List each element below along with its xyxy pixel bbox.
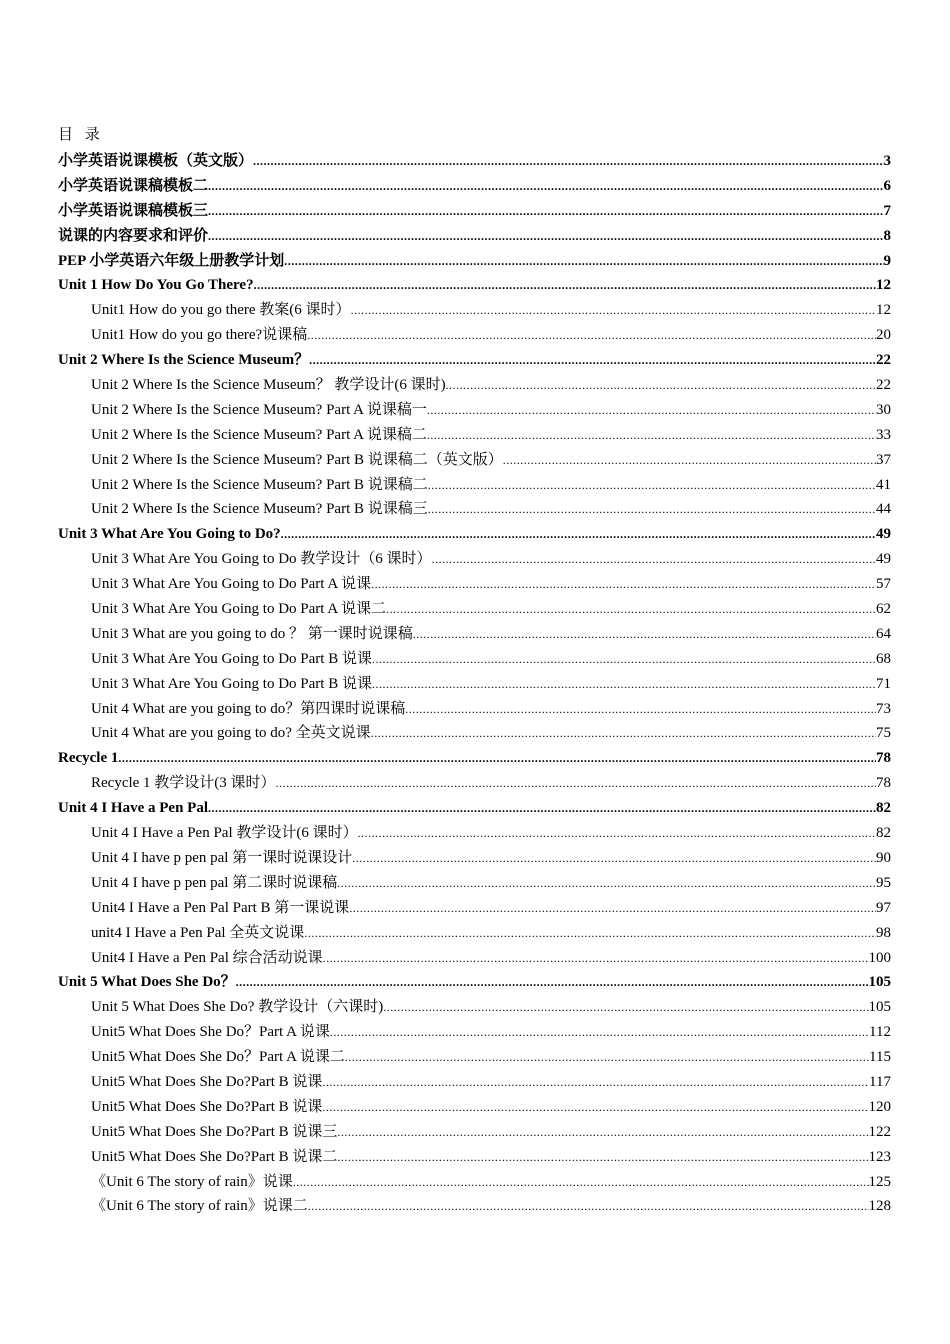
toc-dot-leader xyxy=(330,1020,869,1045)
toc-page-number: 97 xyxy=(876,899,891,916)
toc-dot-leader xyxy=(427,423,876,448)
toc-entry-title: Unit1 How do you go there?说课稿 xyxy=(91,327,308,344)
toc-subsection-entry[interactable] xyxy=(58,1070,891,1095)
toc-dot-leader xyxy=(371,572,876,597)
toc-dot-leader xyxy=(428,497,876,522)
toc-dot-leader xyxy=(208,224,883,249)
toc-entry-title: Unit 3 What Are You Going to Do Part A 说课 xyxy=(91,576,372,593)
toc-section-entry[interactable] xyxy=(58,348,891,373)
toc-page-number: 41 xyxy=(876,476,891,493)
toc-page-number: 117 xyxy=(869,1073,891,1090)
toc-dot-leader xyxy=(253,149,883,174)
toc-entry-title: 小学英语说课稿模板二 xyxy=(58,177,209,194)
toc-dot-leader xyxy=(372,672,876,697)
toc-subsection-entry[interactable] xyxy=(58,921,891,946)
toc-page-number: 100 xyxy=(868,949,891,966)
toc-dot-leader xyxy=(322,1095,868,1120)
toc-dot-leader xyxy=(281,522,876,547)
toc-page-number: 78 xyxy=(876,775,891,792)
toc-section-entry[interactable] xyxy=(58,149,891,174)
toc-dot-leader xyxy=(236,970,869,995)
toc-page-number: 78 xyxy=(876,750,891,767)
toc-dot-leader xyxy=(351,298,876,323)
toc-entry-title: Unit 4 I have p pen pal 第一课时说课设计 xyxy=(91,849,353,866)
toc-page-number: 12 xyxy=(876,277,891,294)
toc-page-number: 57 xyxy=(876,576,891,593)
toc-entry-title: 小学英语说课稿模板三 xyxy=(58,202,209,219)
toc-entry-title: Unit 3 What Are You Going to Do 教学设计（6 课时） xyxy=(91,551,432,568)
toc-page-number: 95 xyxy=(876,874,891,891)
toc-dot-leader xyxy=(304,921,876,946)
toc-entry-title: Unit 2 Where Is the Science Museum？ xyxy=(58,352,310,369)
toc-entry-title: Unit 2 Where Is the Science Museum? Part B 说课稿二 xyxy=(91,476,428,493)
toc-page-number: 112 xyxy=(869,1024,891,1041)
toc-page-number: 3 xyxy=(883,153,891,169)
toc-entry-title: Unit5 What Does She Do?Part B 说课 xyxy=(91,1098,323,1115)
toc-entry-title: Unit 4 What are you going to do? 全英文说课 xyxy=(91,725,371,742)
toc-subsection-entry[interactable] xyxy=(58,672,891,697)
toc-subsection-entry[interactable] xyxy=(58,398,891,423)
toc-dot-leader xyxy=(208,174,883,199)
toc-page-number: 37 xyxy=(876,451,891,468)
toc-page-number: 68 xyxy=(876,650,891,667)
toc-dot-leader xyxy=(337,871,876,896)
toc-dot-leader xyxy=(276,771,876,796)
toc-subsection-entry[interactable] xyxy=(58,423,891,448)
toc-subsection-entry[interactable] xyxy=(58,995,891,1020)
toc-subsection-entry[interactable] xyxy=(58,1045,891,1070)
toc-dot-leader xyxy=(386,597,876,622)
toc-page-number: 105 xyxy=(868,999,891,1016)
toc-page-number: 22 xyxy=(876,352,891,369)
toc-subsection-entry[interactable] xyxy=(58,572,891,597)
toc-entry-title: Unit5 What Does She Do?Part B 说课二 xyxy=(91,1148,338,1165)
toc-page-number: 73 xyxy=(876,700,891,717)
toc-subsection-entry[interactable] xyxy=(58,622,891,647)
toc-entry-title: Unit 5 What Does She Do? 教学设计（六课时) xyxy=(91,999,384,1016)
toc-page-number: 22 xyxy=(876,377,891,394)
toc-subsection-entry[interactable] xyxy=(58,1120,891,1145)
toc-dot-leader xyxy=(352,846,876,871)
toc-page-number: 115 xyxy=(869,1049,891,1066)
toc-entry-title: Unit1 How do you go there 教案(6 课时） xyxy=(91,302,351,319)
toc-page-number: 49 xyxy=(876,526,891,543)
toc-dot-leader xyxy=(345,1045,869,1070)
toc-page-number: 30 xyxy=(876,401,891,418)
toc-entry-title: 说课的内容要求和评价 xyxy=(58,227,209,244)
toc-section-entry[interactable] xyxy=(58,522,891,547)
toc-dot-leader xyxy=(322,1070,869,1095)
toc-entry-title: Recycle 1 xyxy=(58,750,119,767)
toc-page-number: 122 xyxy=(868,1123,891,1140)
toc-entry-title: unit4 I Have a Pen Pal 全英文说课 xyxy=(91,924,305,941)
toc-dot-leader xyxy=(413,622,876,647)
toc-dot-leader xyxy=(372,647,876,672)
toc-subsection-entry[interactable] xyxy=(58,597,891,622)
toc-dot-leader xyxy=(284,249,883,274)
toc-subsection-entry[interactable] xyxy=(58,1145,891,1170)
toc-page-number: 7 xyxy=(883,202,891,219)
toc-page-number: 12 xyxy=(876,302,891,319)
toc-page-number: 75 xyxy=(876,725,891,742)
toc-entry-title: Unit 3 What Are You Going to Do Part B 说课 xyxy=(91,675,372,692)
toc-entry-title: Unit 2 Where Is the Science Museum? Part B 说课稿三 xyxy=(91,501,428,518)
toc-entry-title: Unit5 What Does She Do?Part B 说课 xyxy=(91,1073,323,1090)
toc-subsection-entry[interactable] xyxy=(58,896,891,921)
toc-dot-leader xyxy=(307,323,876,348)
toc-page-number: 105 xyxy=(868,974,891,991)
toc-entry-title: PEP 小学英语六年级上册教学计划 xyxy=(58,252,285,269)
toc-page-number: 82 xyxy=(876,800,891,817)
toc-subsection-entry[interactable] xyxy=(58,697,891,722)
toc-dot-leader xyxy=(254,273,876,298)
toc-entry-title: Unit5 What Does She Do？Part A 说课 xyxy=(91,1024,330,1041)
toc-subsection-entry[interactable] xyxy=(58,1095,891,1120)
toc-subsection-entry[interactable] xyxy=(58,946,891,971)
toc-dot-leader xyxy=(427,398,876,423)
toc-entry-title: Unit4 I Have a Pen Pal 综合活动说课 xyxy=(91,949,323,966)
toc-entry-title: Unit 3 What Are You Going to Do Part A 说课二 xyxy=(91,601,387,618)
toc-subsection-entry[interactable] xyxy=(58,547,891,572)
toc-dot-leader xyxy=(118,746,876,771)
toc-entry-title: Unit 2 Where Is the Science Museum? Part A 说课稿二 xyxy=(91,426,427,443)
toc-subsection-entry[interactable] xyxy=(58,721,891,746)
toc-dot-leader xyxy=(337,1120,868,1145)
toc-subsection-entry[interactable] xyxy=(58,821,891,846)
toc-entry-title: 《Unit 6 The story of rain》说课 xyxy=(91,1173,293,1190)
toc-entry-title: 小学英语说课模板（英文版） xyxy=(58,153,254,169)
toc-entry-title: Recycle 1 教学设计(3 课时） xyxy=(91,775,276,792)
toc-dot-leader xyxy=(349,896,876,921)
toc-dot-leader xyxy=(503,448,876,473)
toc-entry-title: Unit 4 What are you going to do？第四课时说课稿 xyxy=(91,700,406,717)
toc-dot-leader xyxy=(323,946,869,971)
toc-dot-leader xyxy=(337,1145,868,1170)
toc-entry-title: Unit 4 I Have a Pen Pal xyxy=(58,800,208,817)
toc-page-number: 82 xyxy=(876,825,891,842)
toc-subsection-entry[interactable] xyxy=(58,871,891,896)
toc-entry-title: Unit 5 What Does She Do？ xyxy=(58,974,236,991)
toc-section-entry[interactable] xyxy=(58,249,891,274)
toc-subsection-entry[interactable] xyxy=(58,647,891,672)
toc-entry-title: Unit5 What Does She Do?Part B 说课三 xyxy=(91,1123,338,1140)
toc-page-number: 20 xyxy=(876,327,891,344)
toc-page-number: 64 xyxy=(876,625,891,642)
toc-subsection-entry[interactable] xyxy=(58,448,891,473)
toc-dot-leader xyxy=(371,721,876,746)
toc-page-number: 98 xyxy=(876,924,891,941)
toc-subsection-entry[interactable] xyxy=(58,373,891,398)
toc-page-number: 33 xyxy=(876,426,891,443)
toc-title: 目 录 xyxy=(58,127,104,143)
toc-dot-leader xyxy=(208,199,883,224)
toc-page-number: 120 xyxy=(868,1098,891,1115)
toc-subsection-entry[interactable] xyxy=(58,771,891,796)
toc-entry-title: Unit 3 What Are You Going to Do? xyxy=(58,526,281,543)
toc-page-number: 9 xyxy=(883,252,891,269)
toc-dot-leader xyxy=(383,995,868,1020)
toc-section-entry[interactable] xyxy=(58,746,891,771)
toc-section-entry[interactable] xyxy=(58,224,891,249)
toc-dot-leader xyxy=(293,1170,869,1195)
toc-entry-title: Unit 1 How Do You Go There? xyxy=(58,277,254,294)
toc-subsection-entry[interactable] xyxy=(58,1170,891,1195)
toc-page-number: 125 xyxy=(868,1173,891,1190)
toc-entry-title: Unit 2 Where Is the Science Museum? Part A 说课稿一 xyxy=(91,401,427,418)
toc-section-entry[interactable] xyxy=(58,970,891,995)
toc-entry-title: Unit4 I Have a Pen Pal Part B 第一课说课 xyxy=(91,899,350,916)
toc-entry-title: Unit 3 What are you going to do ？ 第一课时说课稿 xyxy=(91,625,413,642)
toc-page-number: 128 xyxy=(868,1198,891,1215)
toc-subsection-entry[interactable] xyxy=(58,473,891,498)
toc-dot-leader xyxy=(358,821,876,846)
toc-dot-leader xyxy=(428,473,876,498)
toc-dot-leader xyxy=(309,348,876,373)
table-of-contents xyxy=(58,149,891,1219)
toc-subsection-entry[interactable] xyxy=(58,1020,891,1045)
toc-entry-title: 《Unit 6 The story of rain》说课二 xyxy=(91,1198,308,1215)
toc-subsection-entry[interactable] xyxy=(58,497,891,522)
toc-subsection-entry[interactable] xyxy=(58,323,891,348)
toc-dot-leader xyxy=(432,547,876,572)
toc-page-number: 123 xyxy=(868,1148,891,1165)
toc-page-number: 6 xyxy=(883,177,891,194)
toc-entry-title: Unit 4 I have p pen pal 第二课时说课稿 xyxy=(91,874,338,891)
toc-entry-title: Unit 2 Where Is the Science Museum? Part B 说课稿二（英文版） xyxy=(91,451,503,468)
toc-dot-leader xyxy=(446,373,876,398)
toc-page-number: 44 xyxy=(876,501,891,518)
toc-entry-title: Unit 3 What Are You Going to Do Part B 说课 xyxy=(91,650,372,667)
toc-subsection-entry[interactable] xyxy=(58,1194,891,1219)
toc-section-entry[interactable] xyxy=(58,273,891,298)
toc-page-number: 71 xyxy=(876,675,891,692)
toc-page-number: 90 xyxy=(876,849,891,866)
toc-section-entry[interactable] xyxy=(58,174,891,199)
toc-entry-title: Unit 4 I Have a Pen Pal 教学设计(6 课时） xyxy=(91,825,358,842)
toc-dot-leader xyxy=(405,697,876,722)
toc-section-entry[interactable] xyxy=(58,199,891,224)
toc-page-number: 62 xyxy=(876,601,891,618)
toc-section-entry[interactable] xyxy=(58,796,891,821)
toc-page-number: 49 xyxy=(876,551,891,568)
toc-page-number: 8 xyxy=(883,227,891,244)
toc-subsection-entry[interactable] xyxy=(58,298,891,323)
toc-entry-title: Unit5 What Does She Do？Part A 说课二 xyxy=(91,1049,345,1066)
toc-dot-leader xyxy=(208,796,876,821)
toc-subsection-entry[interactable] xyxy=(58,846,891,871)
toc-dot-leader xyxy=(308,1194,869,1219)
toc-entry-title: Unit 2 Where Is the Science Museum？ 教学设计(6 课时) xyxy=(91,377,446,394)
